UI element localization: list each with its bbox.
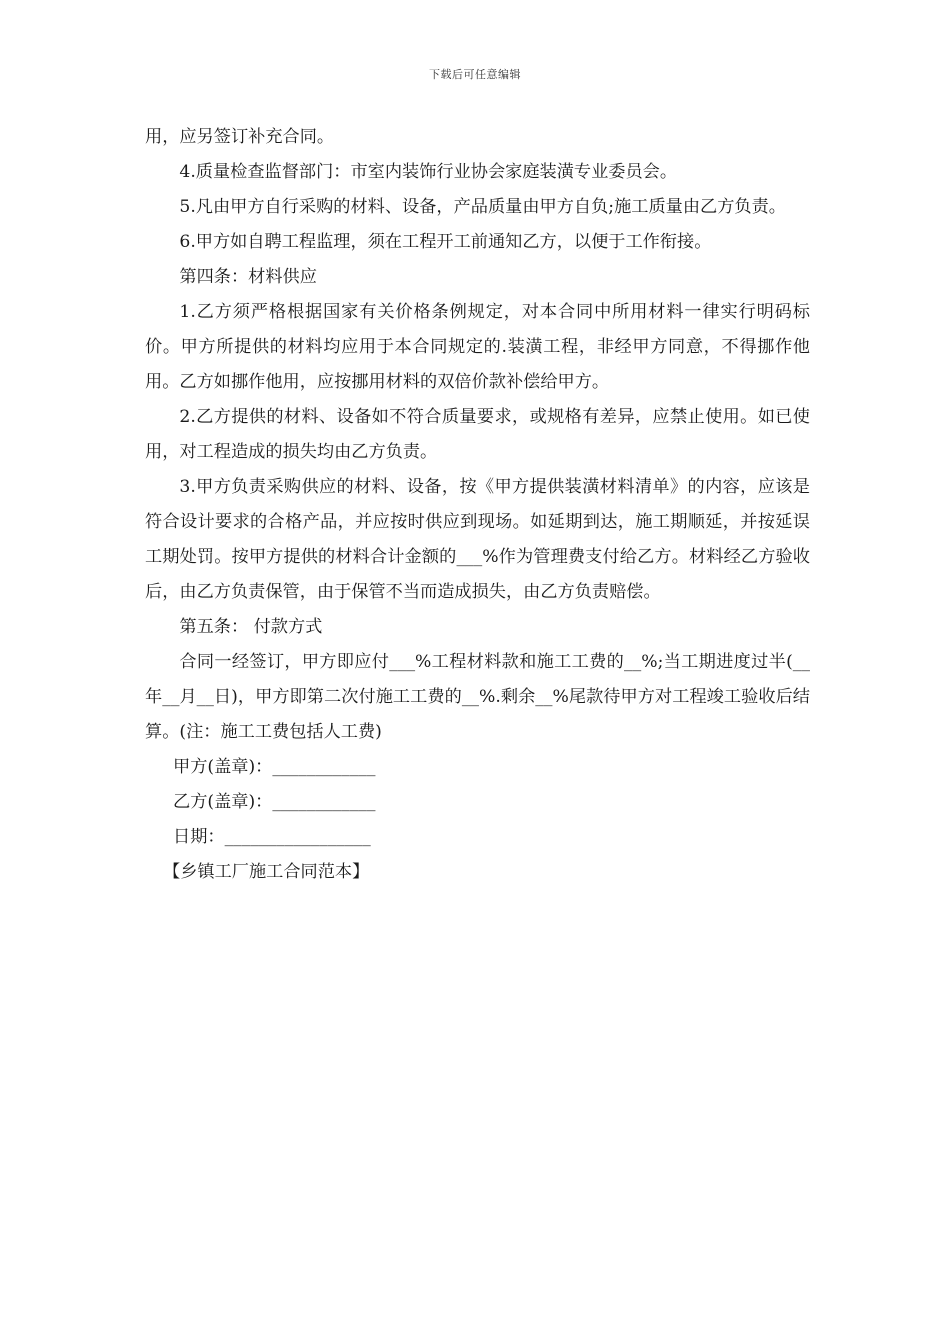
section-heading-article-5: 第五条： 付款方式 [179, 617, 323, 637]
paragraph-payment: 合同一经签订，甲方即应付___%工程材料款和施工工费的__%;当工期进度过半(__年__月__日)，甲方即第二次付施工工费的__%.剩余__%尾款待甲方对工程竣工验收后结算。(注：施工工费包括人工费) [145, 652, 810, 742]
section-heading-article-4: 第四条：材料供应 [179, 267, 317, 287]
paragraph-continuation: 用，应另签订补充合同。 [145, 127, 335, 147]
paragraph-material-3: 3.甲方负责采购供应的材料、设备，按《甲方提供装潢材料清单》的内容，应该是符合设计要求的合格产品，并应按时供应到现场。如延期到达，施工期顺延，并按延误工期处罚。按甲方提供的材料合计金额的___%作为管理费支付给乙方。材料经乙方验收后，由乙方负责保管，由于保管不当而造成损失，由乙方负责赔偿。 [145, 477, 810, 602]
paragraph-material-1: 1.乙方须严格根据国家有关价格条例规定，对本合同中所用材料一律实行明码标价。甲方所提供的材料均应用于本合同规定的.装潢工程，非经甲方同意，不得挪作他用。乙方如挪作他用，应按挪用材料的双倍价款补偿给甲方。 [145, 302, 810, 392]
paragraph-item-6: 6.甲方如自聘工程监理，须在工程开工前通知乙方，以便于工作衔接。 [179, 232, 712, 252]
signature-party-b: 乙方(盖章)：____________ [173, 792, 376, 812]
signature-date: 日期：_________________ [173, 827, 371, 847]
page-header-note: 下载后可任意编辑 [429, 68, 521, 81]
paragraph-item-5: 5.凡由甲方自行采购的材料、设备，产品质量由甲方自负;施工质量由乙方负责。 [179, 197, 786, 217]
next-document-title: 【乡镇工厂施工合同范本】 [163, 862, 370, 882]
paragraph-item-4: 4.质量检查监督部门：市室内装饰行业协会家庭装潢专业委员会。 [179, 162, 678, 182]
signature-party-a: 甲方(盖章)：____________ [173, 757, 376, 777]
document-body [145, 120, 810, 890]
paragraph-material-2: 2.乙方提供的材料、设备如不符合质量要求，或规格有差异，应禁止使用。如已使用，对工程造成的损失均由乙方负责。 [145, 407, 810, 462]
